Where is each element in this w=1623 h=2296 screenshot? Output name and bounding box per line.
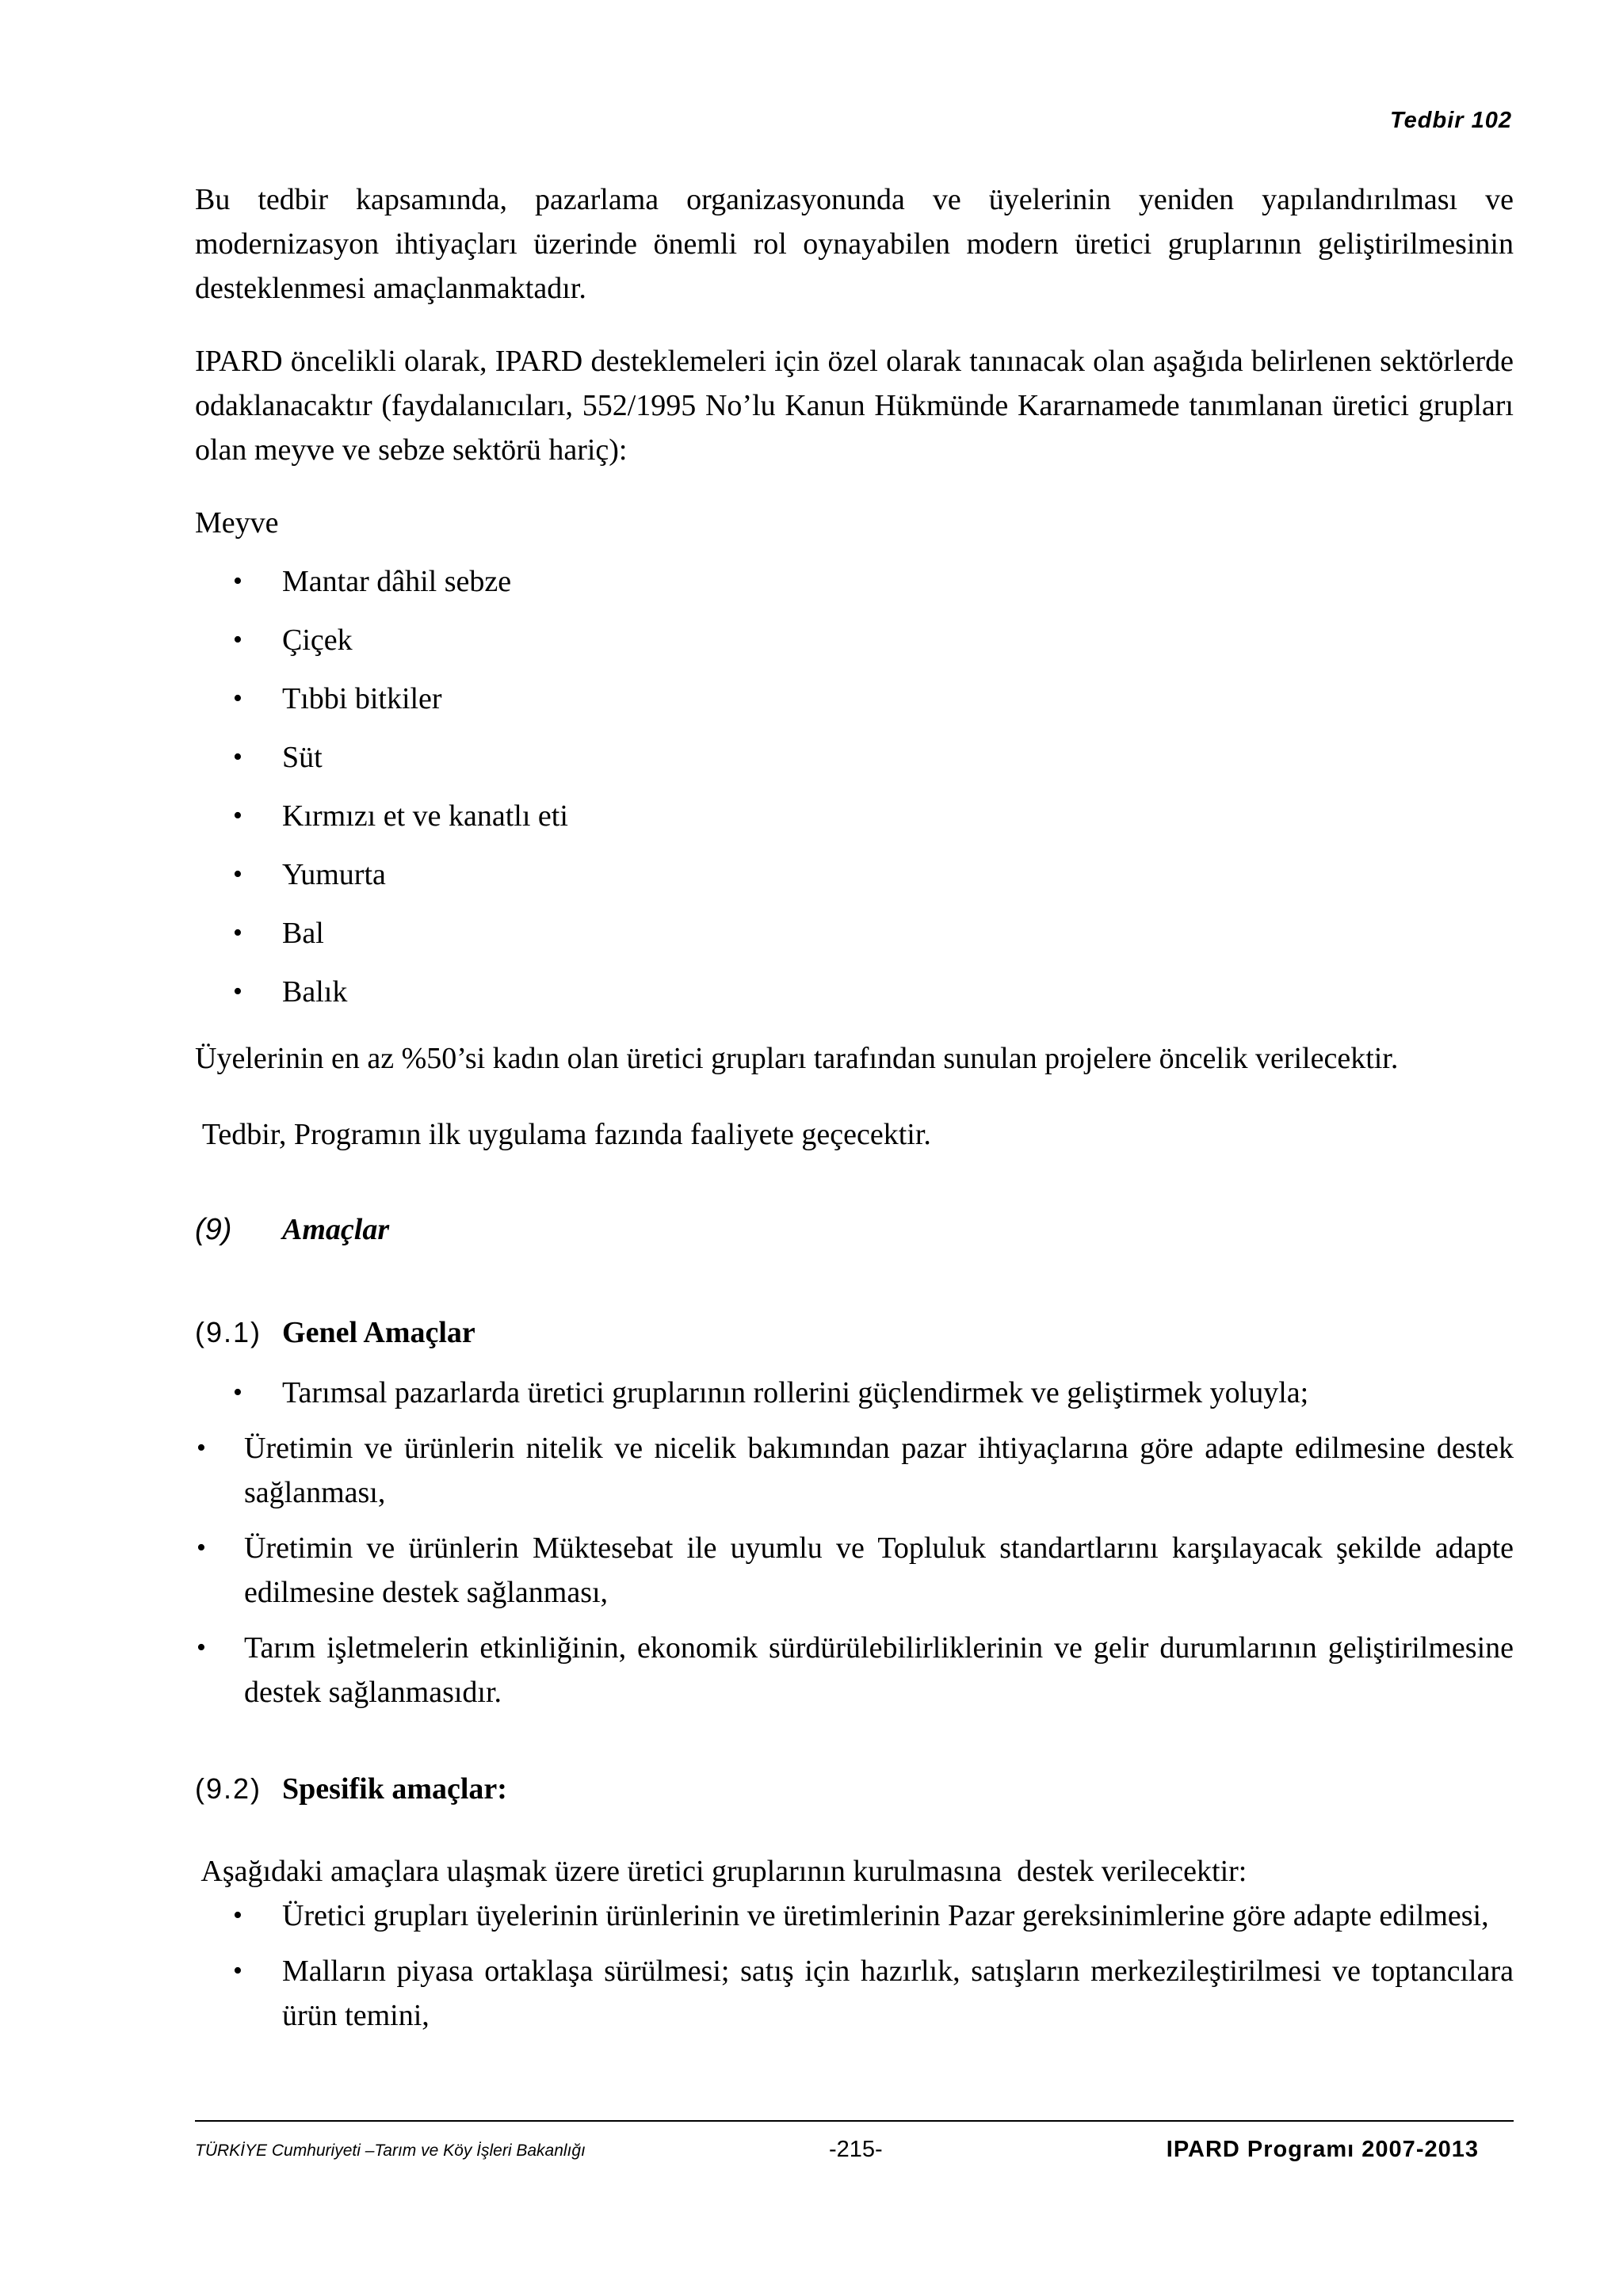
page-number: -215- (829, 2137, 883, 2162)
sector-item: • Kırmızı et ve kanatlı eti (195, 794, 1514, 838)
footer-ministry: TÜRKİYE Cumhuriyeti –Tarım ve Köy İşleri Bakanlığı (195, 2142, 586, 2160)
general-aim-item: • Üretimin ve ürünlerin Müktesebat ile uyumlu ve Topluluk standartlarını karşılayacak şekilde adapte edilmesine destek sağlanması, (195, 1526, 1514, 1615)
page-footer (195, 2137, 1514, 2168)
section-9-number: (9) (195, 1213, 232, 1246)
priority-paragraph: Üyelerinin en az %50’si kadın olan üretici grupları tarafından sunulan projelere öncelik verilecektir. (195, 1042, 1399, 1075)
footer-program: IPARD Programı 2007-2013 (1166, 2137, 1479, 2162)
specific-aim-item: • Malların piyasa ortaklaşa sürülmesi; satış için hazırlık, satışların merkezileştirilmesi ve toptancılara ürün temini, (195, 1949, 1514, 2038)
page-body (195, 177, 1514, 2038)
specific-aim-item: • Üretici grupları üyelerinin ürünlerinin ve üretimlerinin Pazar gereksinimlerine göre adapte edilmesi, (195, 1894, 1514, 1938)
sector-item: • Çiçek (195, 618, 1514, 662)
intro-paragraph-1: Bu tedbir kapsamında, pazarlama organizasyonunda ve üyelerinin yeniden yapılandırılması ve modernizasyon ihtiyaçları üzerinde önemli rol oynayabilen modern üretici gruplarının geliştirilmesinin desteklenmesi amaçlanmaktadır. (195, 183, 1514, 305)
section-9-1-number: (9.1) (195, 1316, 262, 1348)
sector-item: • Bal (195, 911, 1514, 955)
sector-item: • Süt (195, 735, 1514, 780)
sector-item: • Yumurta (195, 852, 1514, 897)
intro-paragraph-2: IPARD öncelikli olarak, IPARD desteklemeleri için özel olarak tanınacak olan aşağıda belirlenen sektörlerde odaklanacaktır (faydalanıcıları, 552/1995 No’lu Kanun Hükmünde Kararnamede tanımlanan üretici grupları olan meyve ve sebze sektörü hariç): (195, 345, 1514, 467)
section-9-2-title: Spesifik amaçlar: (282, 1772, 507, 1806)
general-aims-lead (195, 1371, 1514, 1415)
section-9-1-heading (195, 1310, 1514, 1355)
sector-item: • Balık (195, 970, 1514, 1014)
general-aim-lead-item: • Tarımsal pazarlarda üretici gruplarının rollerini güçlendirmek ve geliştirmek yoluyla; (195, 1371, 1514, 1415)
sector-lead: Meyve (195, 506, 279, 540)
sector-item: • Mantar dâhil sebze (195, 559, 1514, 604)
section-9-title: Amaçlar (282, 1213, 390, 1246)
running-header: Tedbir 102 (1390, 108, 1512, 133)
general-aim-item: • Üretimin ve ürünlerin nitelik ve nicelik bakımından pazar ihtiyaçlarına göre adapte edilmesine destek sağlanması, (195, 1426, 1514, 1515)
section-9-heading (195, 1207, 1514, 1252)
sector-item: • Tıbbi bitkiler (195, 677, 1514, 721)
specific-aims-lead: Aşağıdaki amaçlara ulaşmak üzere üretici gruplarının kurulmasına destek verilecektir: (195, 1855, 1247, 1888)
phase-paragraph: Tedbir, Programın ilk uygulama fazında faaliyete geçecektir. (195, 1118, 931, 1151)
section-9-1-title: Genel Amaçlar (282, 1316, 475, 1349)
section-9-2-number: (9.2) (195, 1772, 262, 1805)
general-aims-list (195, 1426, 1514, 1714)
footer-divider (195, 2120, 1514, 2122)
general-aim-item: • Tarım işletmelerin etkinliğinin, ekonomik sürdürülebilirliklerinin ve gelir durumlarının geliştirilmesine destek sağlanmasıdır. (195, 1626, 1514, 1714)
specific-aims-list (195, 1894, 1514, 2038)
section-9-2-heading (195, 1767, 1514, 1811)
sector-list (195, 559, 1514, 1014)
